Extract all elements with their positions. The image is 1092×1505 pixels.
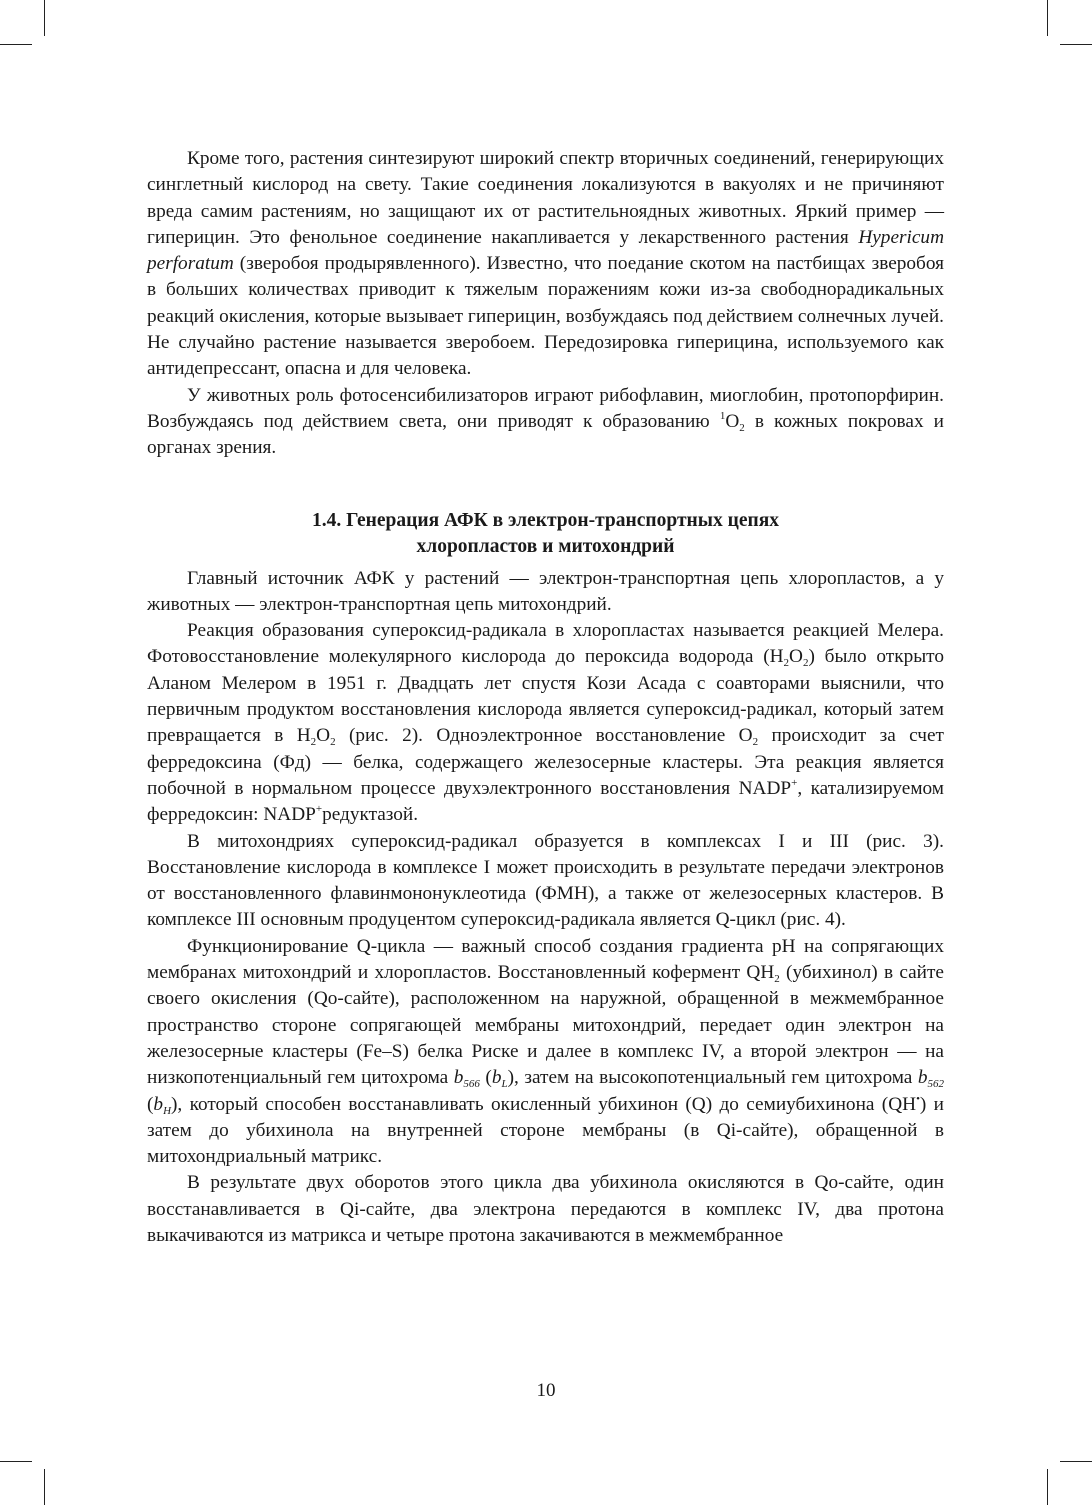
crop-mark-bottom-left-vertical — [44, 1469, 45, 1505]
section-heading-line-1: 1.4. Генерация АФК в электрон-транспортных цепях — [311, 509, 780, 531]
paragraph: Главный источник АФК у растений — электрон-транспортная цепь хлоропластов, а у животных — электрон-транспортная цепь митохондрий. — [147, 567, 944, 615]
paragraph: Реакция образования супероксид-радикала в хлоропластах называется реакцией Мелера. Фотовосстановление молекулярного кислорода до пероксида водорода $(H_2O_2)$ было открыто Аланом Мелером в 1951 г. Двадцать лет спустя Кози Асада с соавторами выяснили, что первичным продуктом восстановления кислорода является супероксид-радикал, который затем превращается в $H_2O_2$ (рис. 2). Одноэлектронное восстановление $O_2$ происходит за счет ферредоксина (Фд) — белка, содержащего железосерные кластеры. Эта реакция является побочной в нормальном процессе двухэлектронного восстановления NADP+, катализируемом ферредоксин: NADP+редуктазой. — [147, 620, 944, 826]
paragraph: Кроме того, растения синтезируют широкий спектр вторичных соединений, генерирующих синглетный кислород на свету. Такие соединения локализуются в вакуолях и не причиняют вреда самим растениям, но защищают их от растительноядных животных. Яркий пример — гиперицин. Это фенольное соединение накапливается у лекарственного растения Hypericum perforatum (зверобоя продырявленного). Известно, что поедание скотом на пастбищах зверобоя в больших количествах приводит к тяжелым поражениям кожи из-за свободнорадикальных реакций окисления, которые вызывает гиперицин, возбуждаясь под действием солнечных лучей. Не случайно растение называется зверобоем. Передозировка гиперицина, используемого как антидепрессант, опасна и для человека. — [147, 148, 944, 380]
section-heading — [147, 508, 944, 560]
section-heading-line-2: хлоропластов и митохондрий — [416, 535, 675, 557]
crop-mark-top-right-horizontal — [1060, 44, 1092, 45]
crop-mark-bottom-left-horizontal — [0, 1461, 32, 1462]
crop-mark-top-left-vertical — [44, 0, 45, 36]
paragraph: В митохондриях супероксид-радикал образуется в комплексах I и III (рис. 3). Восстановление кислорода в комплексе I может происходить в результате передачи электронов от восстановленного флавинмононуклеотида (ФМН), а также от железосерных кластеров. В комплексе III основным продуцентом супероксид-радикала является Q-цикл (рис. 4). — [147, 830, 944, 931]
paragraphs-after-section — [147, 566, 944, 1250]
paragraph: У животных роль фотосенсибилизаторов играют рибофлавин, миоглобин, протопорфирин. Возбуждаясь под действием света, они приводят к образованию $^1O_2$ в кожных покровах и органах зрения. — [147, 384, 944, 459]
crop-mark-top-left-horizontal — [0, 44, 32, 45]
paragraph: В результате двух оборотов этого цикла два убихинола окисляются в Qo-сайте, один восстанавливается в Qi-сайте, два электрона передаются в комплекс IV, два протона выкачиваются из матрикса и четыре протона закачиваются в межмембранное — [147, 1172, 944, 1246]
crop-mark-bottom-right-vertical — [1047, 1469, 1048, 1505]
page-number: 10 — [536, 1380, 556, 1401]
paragraphs-before-section — [147, 146, 944, 462]
crop-mark-bottom-right-horizontal — [1060, 1461, 1092, 1462]
paragraph: Функционирование Q-цикла — важный способ создания градиента pH на сопрягающих мембранах митохондрий и хлоропластов. Восстановленный кофермент $QH_2$ (убихинол) в сайте своего окисления (Qo-сайте), расположенном на наружной, обращенной в межмембранное пространство стороне сопрягающей мембраны митохондрий, передает один электрон на железосерные кластеры (Fe–S) белка Риске и далее в комплекс IV, а второй электрон — на низкопотенциальный гем цитохрома $b_{566}$ $(b_L)$, затем на высокопотенциальный гем цитохрома $b_{562}$ $(b_H)$, который способен восстанавливать окисленный убихинон (Q) до семиубихинона (QH•) и затем до убихинола на внутренней стороне мембраны (в Qi-сайте), обращенной в митохондриальный матрикс. — [147, 935, 945, 1168]
page-body — [147, 146, 944, 1249]
crop-mark-top-right-vertical — [1047, 0, 1048, 36]
